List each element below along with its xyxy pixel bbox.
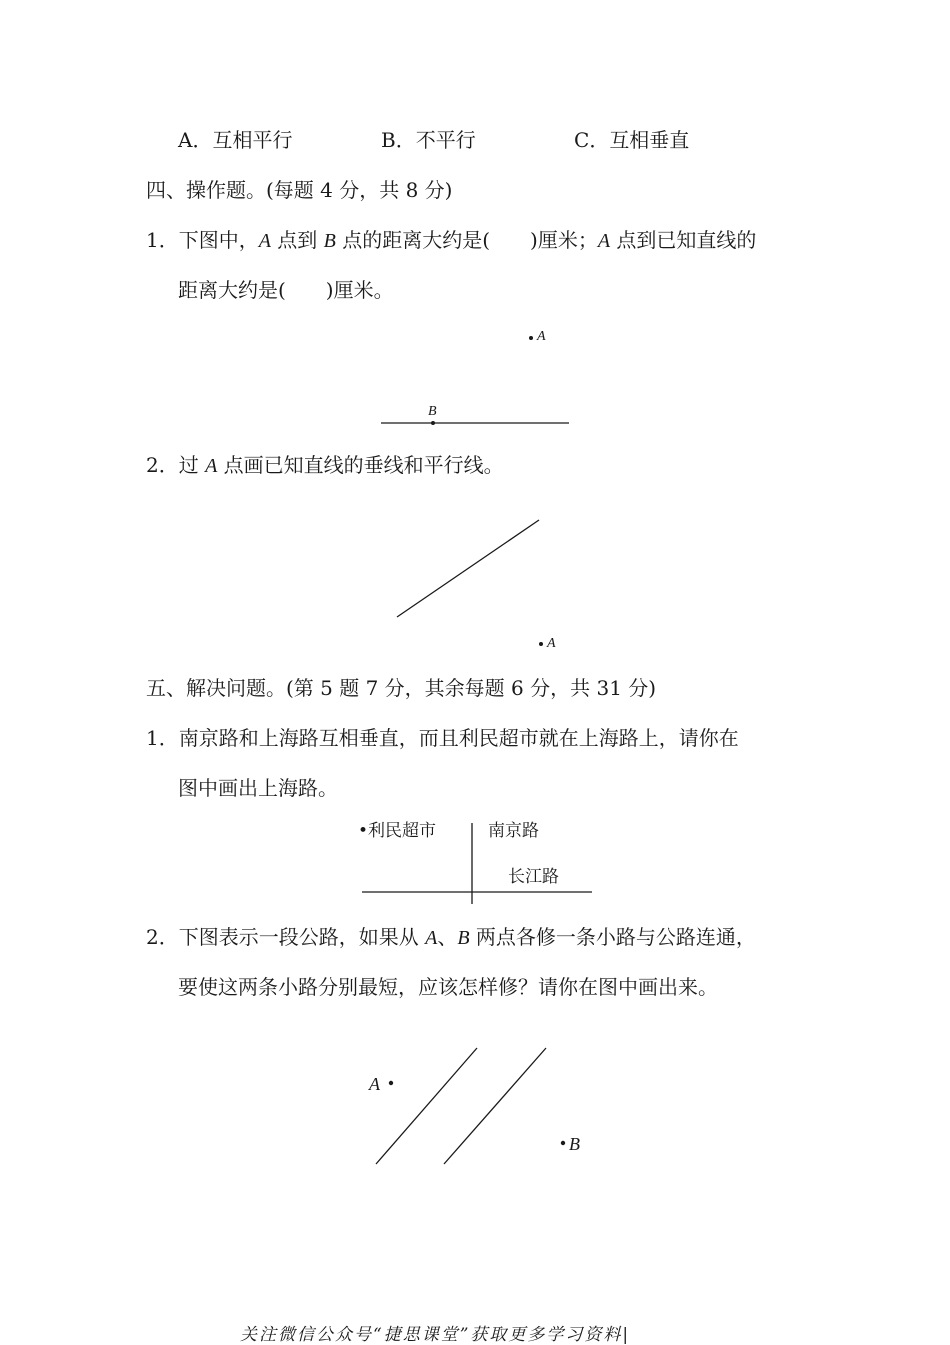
fig2-label-a: A <box>547 636 556 651</box>
s5-q2-line1: 2．下图表示一段公路，如果从 A、B 两点各修一条小路与公路连通， <box>146 925 756 949</box>
s5-q2-line2: 要使这两条小路分别最短，应该怎样修？请你在图中画出来。 <box>178 975 718 999</box>
section5-heading: 五、解决问题。(第 5 题 7 分，其余每题 6 分，共 31 分) <box>146 676 657 700</box>
footer-note: 关注微信公众号“捷思课堂”获取更多学习资料| <box>240 1325 631 1345</box>
changjiang-road-label: 长江路 <box>508 867 559 887</box>
point-a-dot-3 <box>389 1081 393 1085</box>
fig1-label-a: A <box>537 329 546 344</box>
point-b-dot-3 <box>561 1141 565 1145</box>
option-c: C．互相垂直 <box>574 128 690 152</box>
section4-heading: 四、操作题。(每题 4 分，共 8 分) <box>146 178 453 202</box>
fig4-label-b: B <box>569 1134 580 1154</box>
fig1-label-b: B <box>428 404 437 419</box>
s4-q1-line1: 1．下图中，A 点到 B 点的距离大约是( )厘米；A 点到已知直线的 <box>146 228 757 252</box>
s5-q1-line1: 1．南京路和上海路互相垂直，而且利民超市就在上海路上，请你在 <box>146 726 739 750</box>
store-label: •利民超市 <box>358 821 437 841</box>
option-b: B．不平行 <box>381 128 476 152</box>
s5-q1-line2: 图中画出上海路。 <box>178 776 338 800</box>
road-edge-left <box>376 1048 477 1164</box>
road-edge-right <box>444 1048 546 1164</box>
nanjing-road-label: 南京路 <box>488 821 539 841</box>
option-a: A．互相平行 <box>178 128 293 152</box>
s4-q1-line2: 距离大约是( )厘米。 <box>178 278 394 302</box>
s4-q2-text: 2．过 A 点画已知直线的垂线和平行线。 <box>146 453 504 477</box>
fig4-label-a: A <box>369 1074 380 1094</box>
